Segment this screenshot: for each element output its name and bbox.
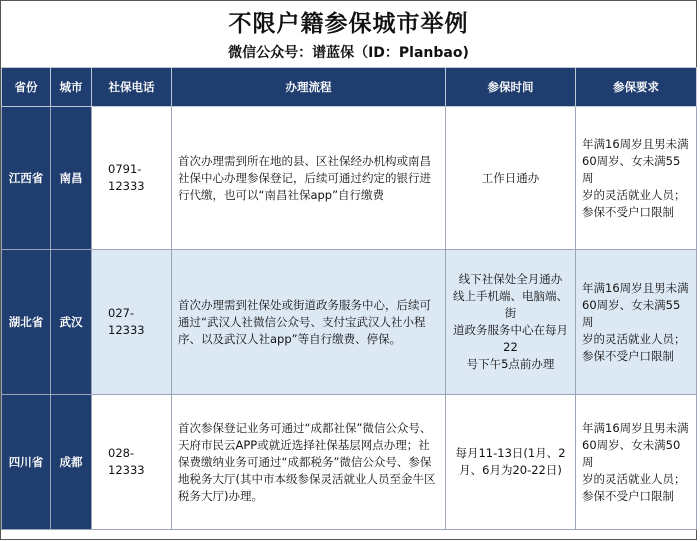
phone-cell <box>92 250 172 395</box>
time-cell <box>446 250 576 395</box>
province-cell: 江西省 <box>2 107 51 250</box>
col-header-requirement: 参保要求 <box>576 68 697 107</box>
province-cell: 四川省 <box>2 395 51 530</box>
phone-line: 0791- <box>108 162 142 176</box>
process-cell: 首次参保登记业务可通过“成都社保”微信公众号、天府市民云APP或就近选择社保基层网点办理；社保费缴纳业务可通过“成都税务”微信公众号、参保地税务大厅(其中市本级参保灵活就业人员至金牛区税务大厅)办理。 <box>172 395 446 530</box>
col-header-province: 省份 <box>2 68 51 107</box>
city-table <box>1 67 697 530</box>
city-cell: 成都 <box>51 395 92 530</box>
requirement-line: 岁的灵活就业人员； <box>582 187 686 202</box>
page-title: 不限户籍参保城市举例 <box>228 11 469 37</box>
process-cell: 首次办理需到社保处或街道政务服务中心，后续可通过“武汉人社微信公众号、支付宝武汉人社小程序、以及武汉人社app”等自行缴费、停保。 <box>172 250 446 395</box>
requirement-line: 岁的灵活就业人员； <box>582 331 686 346</box>
phone-cell <box>92 107 172 250</box>
phone-line: 027- <box>108 306 135 320</box>
table-row <box>2 250 697 395</box>
table-row <box>2 395 697 530</box>
requirement-line: 60周岁、女未满50周 <box>582 437 681 469</box>
col-header-time: 参保时间 <box>446 68 576 107</box>
process-cell: 首次办理需到所在地的县、区社保经办机构或南昌社保中心办理参保登记，后续可通过约定的银行进行代缴，也可以“南昌社保app”自行缴费 <box>172 107 446 250</box>
requirement-cell <box>576 250 697 395</box>
time-cell <box>446 107 576 250</box>
requirement-cell <box>576 107 697 250</box>
time-line: 线上手机端、电脑端、街 <box>453 289 568 320</box>
phone-cell <box>92 395 172 530</box>
table-header-row <box>2 68 697 107</box>
province-cell: 湖北省 <box>2 250 51 395</box>
city-cell: 南昌 <box>51 107 92 250</box>
requirement-line: 60周岁、女未满55周 <box>582 153 681 185</box>
col-header-process: 办理流程 <box>172 68 446 107</box>
requirement-line: 年满16周岁且男未满 <box>582 136 689 151</box>
phone-line: 12333 <box>108 179 145 193</box>
requirement-line: 年满16周岁且男未满 <box>582 420 689 435</box>
phone-line: 12333 <box>108 323 145 337</box>
col-header-city: 城市 <box>51 68 92 107</box>
phone-line: 028- <box>108 446 135 460</box>
requirement-line: 参保不受户口限制 <box>582 488 674 503</box>
requirement-cell <box>576 395 697 530</box>
requirement-line: 60周岁、女未满55周 <box>582 297 681 329</box>
col-header-phone: 社保电话 <box>92 68 172 107</box>
requirement-line: 参保不受户口限制 <box>582 348 674 363</box>
time-line: 工作日通办 <box>481 170 540 185</box>
requirement-line: 参保不受户口限制 <box>582 204 674 219</box>
time-cell <box>446 395 576 530</box>
time-line: 号下午5点前办理 <box>466 357 555 371</box>
time-line: 道政务服务中心在每月22 <box>453 323 568 354</box>
time-line: 每月11-13日(1月、2月、6月为20-22日) <box>455 446 566 477</box>
phone-line: 12333 <box>108 463 145 477</box>
page-subtitle: 微信公众号：谱蓝保（ID：Planbao) <box>228 45 469 61</box>
table-row <box>2 107 697 250</box>
city-cell: 武汉 <box>51 250 92 395</box>
time-line: 线下社保处全月通办 <box>458 272 563 286</box>
requirement-line: 年满16周岁且男未满 <box>582 280 689 295</box>
requirement-line: 岁的灵活就业人员； <box>582 471 686 486</box>
